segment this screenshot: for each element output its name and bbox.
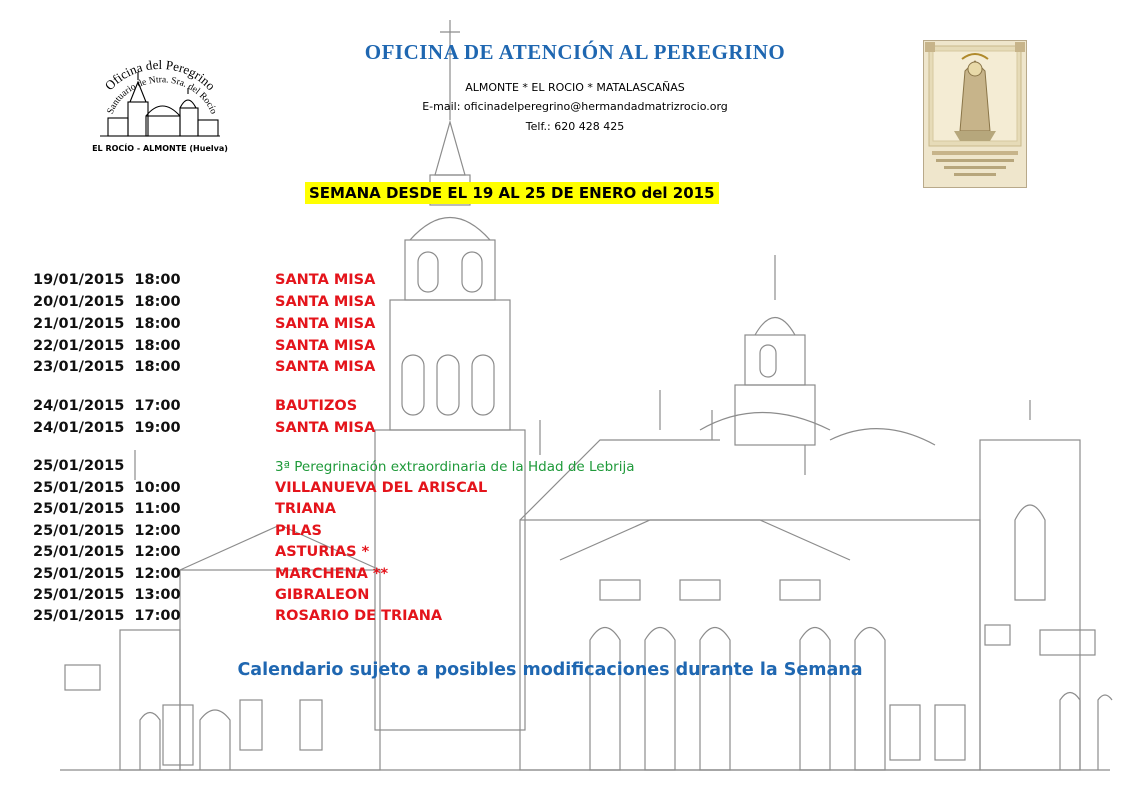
logo-bottom-text: EL ROCÍO - ALMONTE (Huelva) (92, 144, 228, 153)
schedule-event: BAUTIZOS (275, 398, 358, 414)
schedule-datetime: 25/01/2015 12:00 (33, 544, 181, 560)
schedule-row (33, 294, 753, 315)
logo-arc-text: Oficina del Peregrino (101, 56, 219, 94)
schedule-datetime: 21/01/2015 18:00 (33, 316, 181, 332)
schedule-row (33, 544, 753, 565)
phone-line: Telf.: 620 428 425 (525, 120, 625, 133)
schedule-datetime: 22/01/2015 18:00 (33, 338, 181, 354)
schedule-datetime: 25/01/2015 13:00 (33, 587, 181, 603)
address-line: ALMONTE * EL ROCIO * MATALASCAÑAS (465, 81, 685, 94)
schedule-row (33, 501, 753, 522)
week-banner: SEMANA DESDE EL 19 AL 25 DE ENERO del 2015 (305, 182, 719, 204)
email-line: E-mail: oficinadelperegrino@hermandadmatrizrocio.org (422, 100, 728, 113)
schedule-row (33, 523, 753, 544)
svg-text:Oficina del Peregrino (102, 57, 219, 93)
schedule-row (33, 398, 753, 419)
virgin-rocio-image (923, 40, 1027, 188)
schedule-event: VILLANUEVA DEL ARISCAL (275, 480, 488, 496)
schedule-event: TRIANA (275, 501, 337, 517)
page-title: OFICINA DE ATENCIÓN AL PEREGRINO (364, 40, 786, 64)
schedule-datetime: 23/01/2015 18:00 (33, 359, 181, 375)
schedule-datetime: 25/01/2015 12:00 (33, 566, 181, 582)
schedule-event: 3ª Peregrinación extraordinaria de la Hdad de Lebrija (275, 459, 635, 475)
office-logo (80, 46, 240, 161)
schedule-datetime: 25/01/2015 12:00 (33, 523, 181, 539)
schedule-row (33, 480, 753, 501)
schedule-disclaimer: Calendario sujeto a posibles modificaciones durante la Semana (237, 660, 863, 680)
schedule-event: MARCHENA ** (275, 566, 389, 582)
schedule-datetime: 25/01/2015 17:00 (33, 608, 181, 624)
schedule-datetime: 25/01/2015 11:00 (33, 501, 181, 517)
schedule-row (33, 608, 753, 629)
schedule-datetime: 25/01/2015 10:00 (33, 480, 181, 496)
schedule-event: SANTA MISA (275, 294, 376, 310)
schedule-row (33, 359, 753, 380)
schedule-event: SANTA MISA (275, 338, 376, 354)
schedule-event: PILAS (275, 523, 322, 539)
schedule-event: SANTA MISA (275, 359, 376, 375)
schedule-datetime: 24/01/2015 19:00 (33, 420, 181, 436)
schedule-row (33, 420, 753, 441)
schedule-event: ASTURIAS * (275, 544, 370, 560)
schedule-event: SANTA MISA (275, 316, 376, 332)
schedule-datetime: 24/01/2015 17:00 (33, 398, 181, 414)
schedule-event: ROSARIO DE TRIANA (275, 608, 443, 624)
schedule-event: GIBRALEON (275, 587, 370, 603)
schedule-row (33, 458, 753, 479)
schedule-event: SANTA MISA (275, 272, 376, 288)
schedule-datetime: 19/01/2015 18:00 (33, 272, 181, 288)
schedule-datetime: 20/01/2015 18:00 (33, 294, 181, 310)
logo-arc-text-inner: Santuario de Ntra. Sra. del Rocío (105, 75, 219, 116)
schedule-datetime: 25/01/2015 (33, 458, 125, 474)
schedule-row (33, 316, 753, 337)
schedule-row (33, 566, 753, 587)
schedule-row (33, 272, 753, 293)
schedule-event: SANTA MISA (275, 420, 376, 436)
schedule-row (33, 587, 753, 608)
schedule-row (33, 338, 753, 359)
